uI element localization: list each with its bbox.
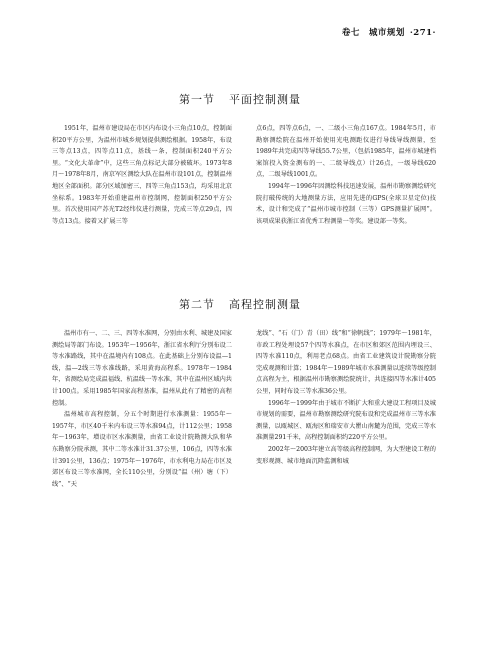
section-1-left-paragraph-1: 1951年，温州市建设局在市区内布设小三角点10点，控制面积20平方公里，为温州市城乡规划提供测绘根据。1958年，布设三等点13点，四等点11点，基线一条，控制面积240平方公里。“文化大革命”中，这些三角点标记大部分被破坏。1973年8月～1978年8月，南京军区测绘大队在温州市设101点，控制温州地区全部面积。部分区域加密三、四等三角点153点，均采用北京坐标系。1983年开始重建温州市控制网，控制面积250平方公里。首次使用国产苏光T2经纬仪进行测量，完成三等点29点，四等点13点。接着又扩展三等 [52, 125, 232, 225]
section-2-right-paragraph-3: 2002年～2003年建立高等级高程控制网，为大型建设工程的变形观测、城市地面沉降监测和城 [256, 445, 436, 465]
section-2-left-column [52, 328, 232, 549]
section-2-right-paragraph-2: 1996年～1999年由于城市不断扩大和重大建设工程项目及城市规划的需要，温州市勘察测绘研究院布设和完成温州市三等水准测量，以瓯城区、瓯海区和瑞安市大瞿山南麓为范围，完成三等水准测量291千米，高程控制面积约220平方公里。 [256, 399, 436, 442]
section-2-left-paragraph-1: 温州市有一、二、三、四等水准网，分别由水利、城建及国家测绘局等部门布设。1953年～1956年，浙江省水利厅分别布设二等水准路线，其中在温境内有108点。在此基础上分别布设温—1线，温—2线三等水准线路，采用黄海高程系。1978年～1984年，省测绘局完成温福线、杭温线一等水准，其中在温州区域内共计100点。采用1985年国家高程基准，温州从此有了精密的高程控制。 [52, 330, 232, 407]
section-2-heading [0, 296, 480, 312]
section-2-right-paragraph-1: 龙线”、“石（门）青（田）线”和“徐帆线”；1979年～1981年，市政工程处埋设57个四等水准点，在市区和郊区范围内埋设三、四等水准110点，利用老点68点。由省工业建筑设计院勘察分院完成观测和计算；1984年～1989年城市水准测量以连续等级控制点高程为主，根据温州市勘察测绘院统计，共连接四等水准计405公里，同时布设三等水准36公里。 [256, 330, 436, 395]
section-1-left-column [52, 123, 232, 252]
section-1-title: 平面控制测量 [229, 93, 301, 106]
section-1-right-paragraph-2: 1994年～1996年因测绘科技迅速发展，温州市勘察测绘研究院打破传统的大地测量方法，应用先进的GPS(全球卫星定位)技术，设计和完成了“温州市城市控制（三等）GPS测量扩展网”。该项成果获浙江省优秀工程测量一等奖。建设部一等奖。 [256, 182, 436, 225]
section-2-number: 第二节 [179, 298, 215, 311]
section-2-right-column [256, 328, 436, 549]
chapter-title: 卷七 城市规划 [341, 28, 405, 38]
running-header [342, 26, 436, 38]
section-2-title: 高程控制测量 [229, 298, 301, 311]
section-1-heading [0, 91, 480, 107]
page-number: ·271· [409, 28, 436, 38]
section-2-left-paragraph-2: 温州城市高程控制，分五个时期进行水准测量：1955年～1957年，市区40千米内布设三等水准94点，计112公里；1958年～1963年，增设市区水准测量，由省工业设计院勘测大队和华东勘察分院承测，其中二等水准计31.37公里，106点，四等水准计391公里，136点；1975年～1976年，市水利电力局在市区及郊区布设三等水准网，全长110公里，分别设“温（州）塘（下）线”、“天 [52, 411, 232, 488]
section-1-number: 第一节 [179, 93, 215, 106]
section-1-right-column [256, 123, 436, 252]
section-1-right-paragraph-1: 点6点，四等点6点，一、二级小三角点167点。1984年5月，市勘察测绘院在温州开始使用光电测距仪进行导线导线测量，至1989年共完成四等导线55.7公里，（包括1985年，温州市城建档案馆投入资金测布的一、二级导线点）计26点，一级导线620点，二级导线1001点。 [256, 125, 436, 179]
